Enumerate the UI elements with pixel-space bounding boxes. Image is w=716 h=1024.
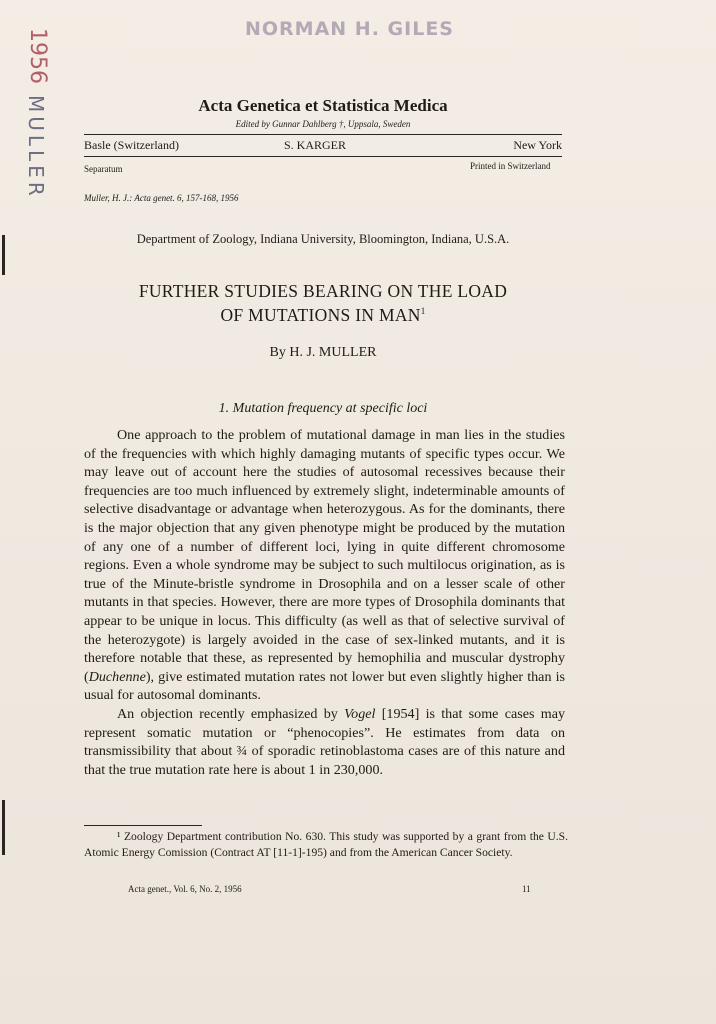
footnote: ¹ Zoology Department contribution No. 630. This study was supported by a grant from the U.S. Atomic Energy Comission (Contract AT [11-1]-195) and from the American Cancer Society. xyxy=(84,830,568,859)
journal-editor: Edited by Gunnar Dahlberg †, Uppsala, Sweden xyxy=(235,119,411,129)
paragraph: One approach to the problem of mutational damage in man lies in the studies of the frequencies with which highly damaging mutants of specific types occur. We may leave out of account here the studies of autosomal recessives because their frequencies are too much influenced by extremely slight, indeterminable amounts of selective disadvantage or advantage when heterozygous. As for the dominants, there is the major objection that any given phenotype might be produced by the mutation of any one of a number of different loci, lying in quite different chromosome regions. Even a whole syndrome may be subject to such multilocus origination, as is true of the Minute-bristle syndrome in Drosophila and on a lesser scale of other mutants in that species. However, there are more types of Drosophila dominants that appear to be unique in locus. This difficulty (as well as that of selective survival of the heterozygote) is largely avoided in the case of sex-linked mutants, and it is therefore notable that these, as represented by hemophilia and muscular dystrophy (Duchenne), give estimated mutation rates not lower but even slightly higher than is usual for autosomal dominants. xyxy=(84,427,565,704)
paragraph: An objection recently emphasized by Vogel [1954] is that some cases may represent somatic mutation or “phenocopies”. He estimates from data on transmissibility that about ¾ of sporadic retinoblastoma cases are of this nature and that the true mutation rate here is about 1 in 230,000. xyxy=(84,705,565,778)
separatum-label: Separatum xyxy=(84,164,123,174)
city-right: New York xyxy=(513,138,562,152)
header-rule xyxy=(84,134,562,135)
owner-stamp: NORMAN H. GILES xyxy=(245,18,454,40)
body-text xyxy=(84,426,565,779)
journal-title: Acta Genetica et Statistica Medica xyxy=(198,96,448,115)
header-rule xyxy=(84,156,562,157)
publisher-name: S. KARGER xyxy=(284,138,347,152)
citation: Muller, H. J.: Acta genet. 6, 157-168, 1956 xyxy=(84,193,239,203)
affiliation: Department of Zoology, Indiana University, Bloomington, Indiana, U.S.A. xyxy=(136,232,510,246)
printed-label: Printed in Switzerland xyxy=(470,161,551,171)
footnote-rule xyxy=(84,825,202,826)
page-number: 11 xyxy=(522,884,531,894)
footer-journal-ref: Acta genet., Vol. 6, No. 2, 1956 xyxy=(128,884,242,894)
paper-title-line-1: FURTHER STUDIES BEARING ON THE LOAD xyxy=(138,281,508,301)
section-heading: 1. Mutation frequency at specific loci xyxy=(218,401,428,416)
handwritten-name: MULLER xyxy=(24,95,48,200)
handwritten-year: 1956 xyxy=(25,28,50,84)
title-footnote-mark: 1 xyxy=(420,306,426,317)
paper-title-line-2: OF MUTATIONS IN MAN$^1$ xyxy=(220,305,426,325)
binding-mark xyxy=(2,800,5,855)
city-left: Basle (Switzerland) xyxy=(84,138,179,152)
author-line: By H. J. MULLER xyxy=(269,345,377,360)
